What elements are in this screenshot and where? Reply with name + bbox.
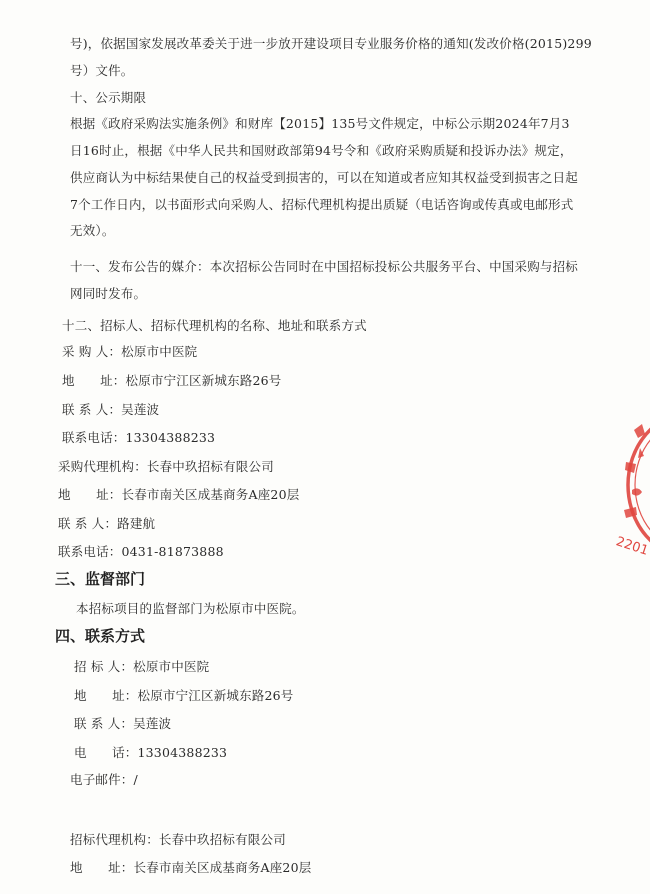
agency2-address-line: 地 址：长春市南关区成基商务A座20层 — [70, 860, 312, 875]
tenderer-phone-line: 电 话：13304388233 — [74, 745, 228, 760]
tenderer-email-line: 电子邮件：/ — [70, 772, 138, 787]
section-heading-10: 十、公示期限 — [70, 90, 147, 105]
para-line: 网同时发布。 — [70, 286, 147, 301]
agency-line: 采购代理机构：长春中玖招标有限公司 — [58, 459, 274, 474]
purchaser-address-line: 地 址：松原市宁江区新城东路26号 — [62, 373, 282, 388]
tenderer-contact-line: 联 系 人：吴莲波 — [74, 716, 172, 731]
para-line: 日16时止，根据《中华人民共和国财政部第94号令和《政府采购质疑和投诉办法》规定， — [70, 143, 573, 158]
section-heading-4: 四、联系方式 — [55, 627, 146, 645]
tenderer-address-line: 地 址：松原市宁江区新城东路26号 — [74, 688, 294, 703]
para-line: 号)，依据国家发展改革委关于进一步放开建设项目专业服务价格的通知(发改价格(2015)299 — [70, 36, 592, 51]
agency2-line: 招标代理机构：长春中玖招标有限公司 — [70, 832, 286, 847]
agency-address-line: 地 址：长春市南关区成基商务A座20层 — [58, 487, 300, 502]
para-line: 无效）。 — [70, 223, 115, 238]
red-seal-stamp — [612, 400, 650, 570]
seal-number-fragment: 2201 — [614, 534, 650, 559]
supervision-line: 本招标项目的监督部门为松原市中医院。 — [76, 601, 305, 616]
purchaser-phone-line: 联系电话：13304388233 — [62, 430, 216, 445]
para-line: 7个工作日内，以书面形式向采购人、招标代理机构提出质疑（电话咨询或传真或电邮形式 — [70, 197, 574, 212]
para-line: 供应商认为中标结果使自己的权益受到损害的，可以在知道或者应知其权益受到损害之日起 — [70, 170, 579, 185]
agency-contact-line: 联 系 人：路建航 — [58, 516, 156, 531]
section-heading-12: 十二、招标人、招标代理机构的名称、地址和联系方式 — [62, 318, 367, 333]
agency-phone-line: 联系电话：0431-81873888 — [58, 544, 224, 559]
purchaser-line: 采 购 人：松原市中医院 — [62, 344, 198, 359]
purchaser-contact-line: 联 系 人：吴莲波 — [62, 402, 160, 417]
para-line: 号）文件。 — [70, 63, 134, 78]
tenderer-line: 招 标 人：松原市中医院 — [74, 659, 210, 674]
para-line: 根据《政府采购法实施条例》和财库【2015】135号文件规定，中标公示期2024年7月3 — [70, 116, 570, 131]
section-heading-3: 三、监督部门 — [55, 570, 146, 588]
section-heading-11: 十一、发布公告的媒介：本次招标公告同时在中国招标投标公共服务平台、中国采购与招标 — [70, 259, 579, 274]
